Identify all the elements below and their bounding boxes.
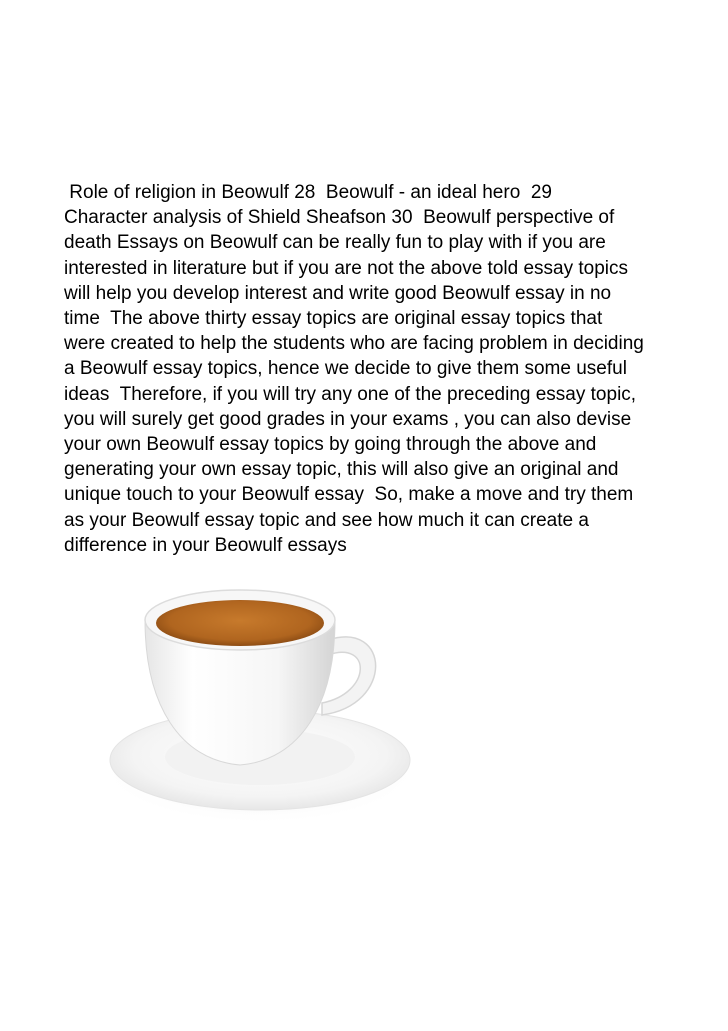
- text-line: a Beowulf essay topics, hence we decide to give them some useful: [64, 358, 627, 380]
- text-line: were created to help the students who are facing problem in deciding: [64, 333, 644, 355]
- text-line: you will surely get good grades in your exams , you can also devise: [64, 408, 632, 430]
- text-line: ideas Therefore, if you will try any one of the preceding essay topic,: [64, 383, 637, 405]
- text-line: interested in literature but if you are not the above told essay topics: [64, 257, 628, 279]
- text-line: will help you develop interest and write good Beowulf essay in no: [64, 282, 612, 304]
- text-line: difference in your Beowulf essays: [64, 534, 347, 556]
- tea-cup-image: [60, 565, 440, 850]
- text-line: as your Beowulf essay topic and see how much it can create a: [64, 509, 589, 531]
- text-line: your own Beowulf essay topics by going through the above and: [64, 434, 597, 456]
- text-line: unique touch to your Beowulf essay So, make a move and try them: [64, 484, 634, 506]
- text-line: Role of religion in Beowulf 28 Beowulf - an ideal hero 29: [64, 182, 552, 203]
- text-line: time The above thirty essay topics are original essay topics that: [64, 308, 603, 330]
- tea-cup-icon: [60, 565, 440, 850]
- text-line: generating your own essay topic, this will also give an original and: [64, 459, 619, 481]
- text-line: Character analysis of Shield Sheafson 30 Beowulf perspective of: [64, 207, 615, 229]
- tea-surface: [156, 600, 324, 646]
- text-line: death Essays on Beowulf can be really fun to play with if you are: [64, 232, 606, 254]
- body-text: [64, 180, 664, 558]
